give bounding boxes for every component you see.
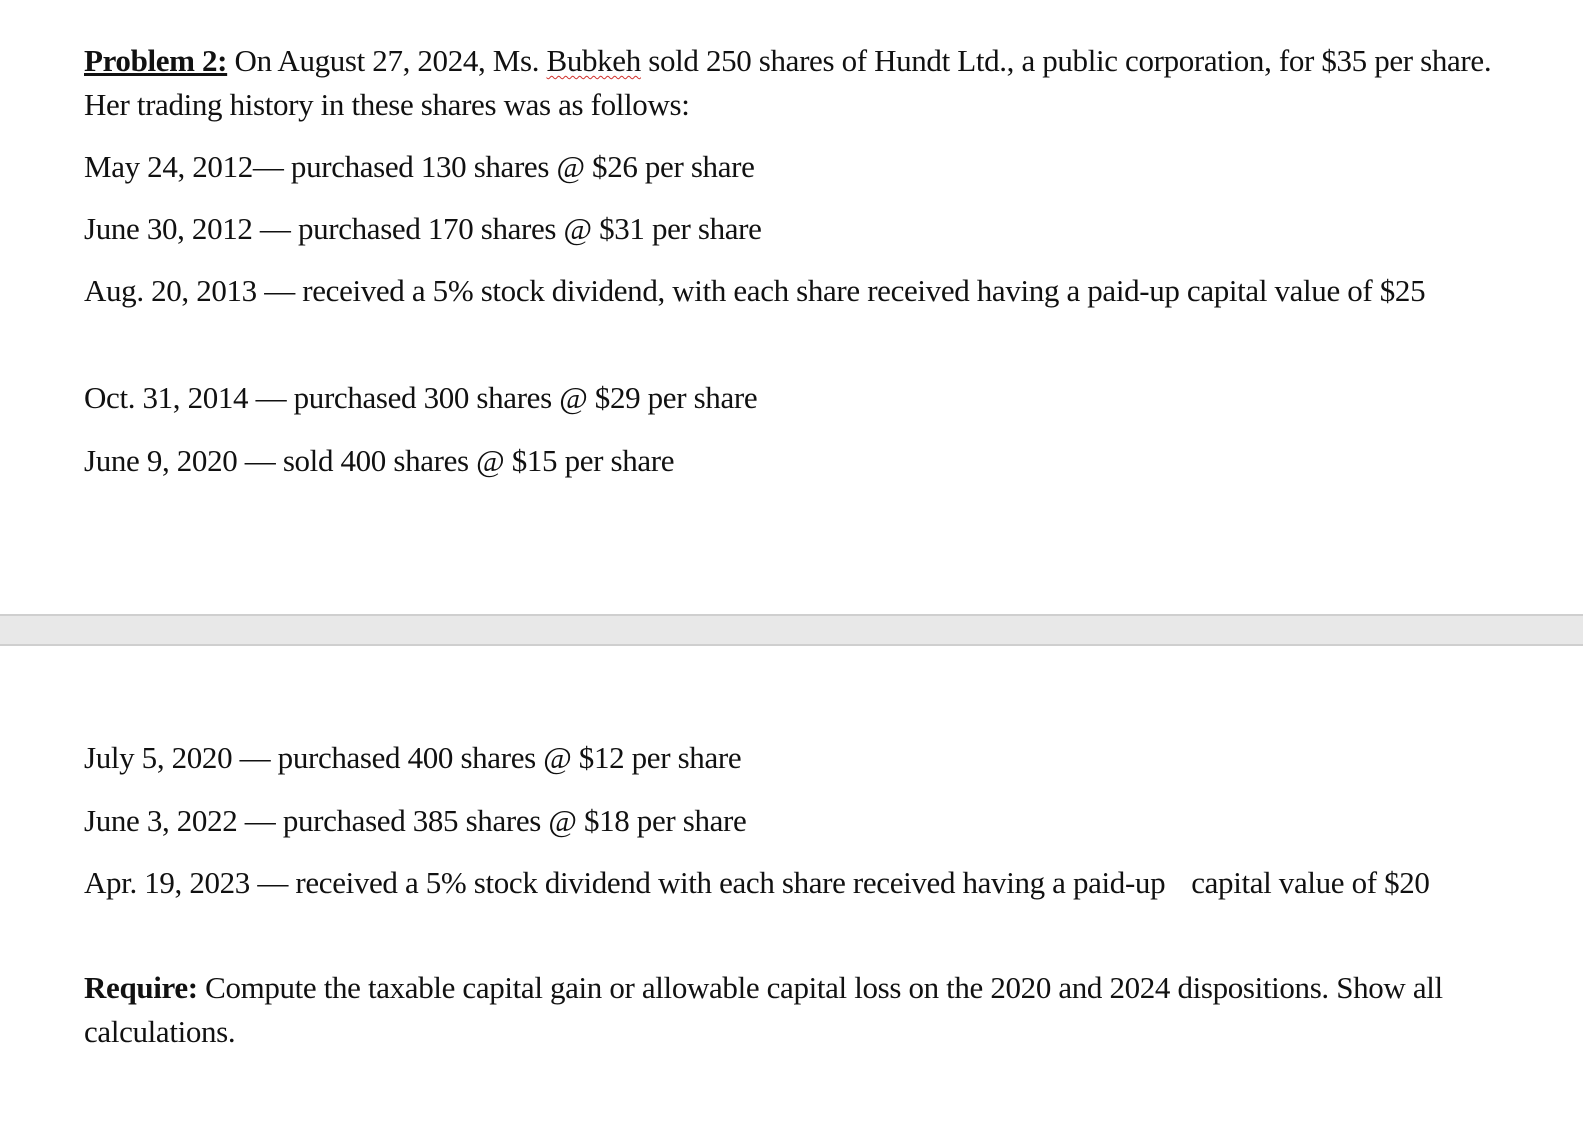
document-page-2 xyxy=(0,646,1583,1135)
spellcheck-flagged-word[interactable]: Bubkeh xyxy=(546,43,641,78)
problem-intro-text-a: On August 27, 2024, Ms. xyxy=(227,43,547,78)
history-entry: Oct. 31, 2014 — purchased 300 shares @ $29 per share xyxy=(84,380,758,415)
history-entry: July 5, 2020 — purchased 400 shares @ $12 per share xyxy=(84,740,742,775)
problem-intro-text-b: sold 250 shares of Hundt Ltd., a public corporation, for $35 per share. Her trading history in these shares was as follows: xyxy=(84,43,1492,122)
history-entry-text-a: Apr. 19, 2023 — received a 5% stock dividend with each share received having a paid-up xyxy=(84,865,1166,900)
history-entry: June 30, 2012 — purchased 170 shares @ $31 per share xyxy=(84,211,762,246)
history-entry: Aug. 20, 2013 — received a 5% stock dividend, with each share received having a paid-up capital value of $25 xyxy=(84,273,1426,308)
history-entry: May 24, 2012— purchased 130 shares @ $26 per share xyxy=(84,149,755,184)
requirement-label: Require: xyxy=(84,970,198,1005)
problem-label: Problem 2: xyxy=(84,43,228,78)
history-entry-dividend xyxy=(84,861,1494,905)
requirement-text: Compute the taxable capital gain or allowable capital loss on the 2020 and 2024 dispositions. Show all calculations. xyxy=(84,970,1443,1049)
history-entry-text-b: capital value of $20 xyxy=(1191,865,1430,900)
history-entry: June 9, 2020 — sold 400 shares @ $15 per share xyxy=(84,443,675,478)
requirement xyxy=(84,966,1494,1054)
history-entry: June 3, 2022 — purchased 385 shares @ $18 per share xyxy=(84,803,747,838)
page-break-gap xyxy=(0,614,1583,646)
problem-intro xyxy=(84,39,1494,127)
